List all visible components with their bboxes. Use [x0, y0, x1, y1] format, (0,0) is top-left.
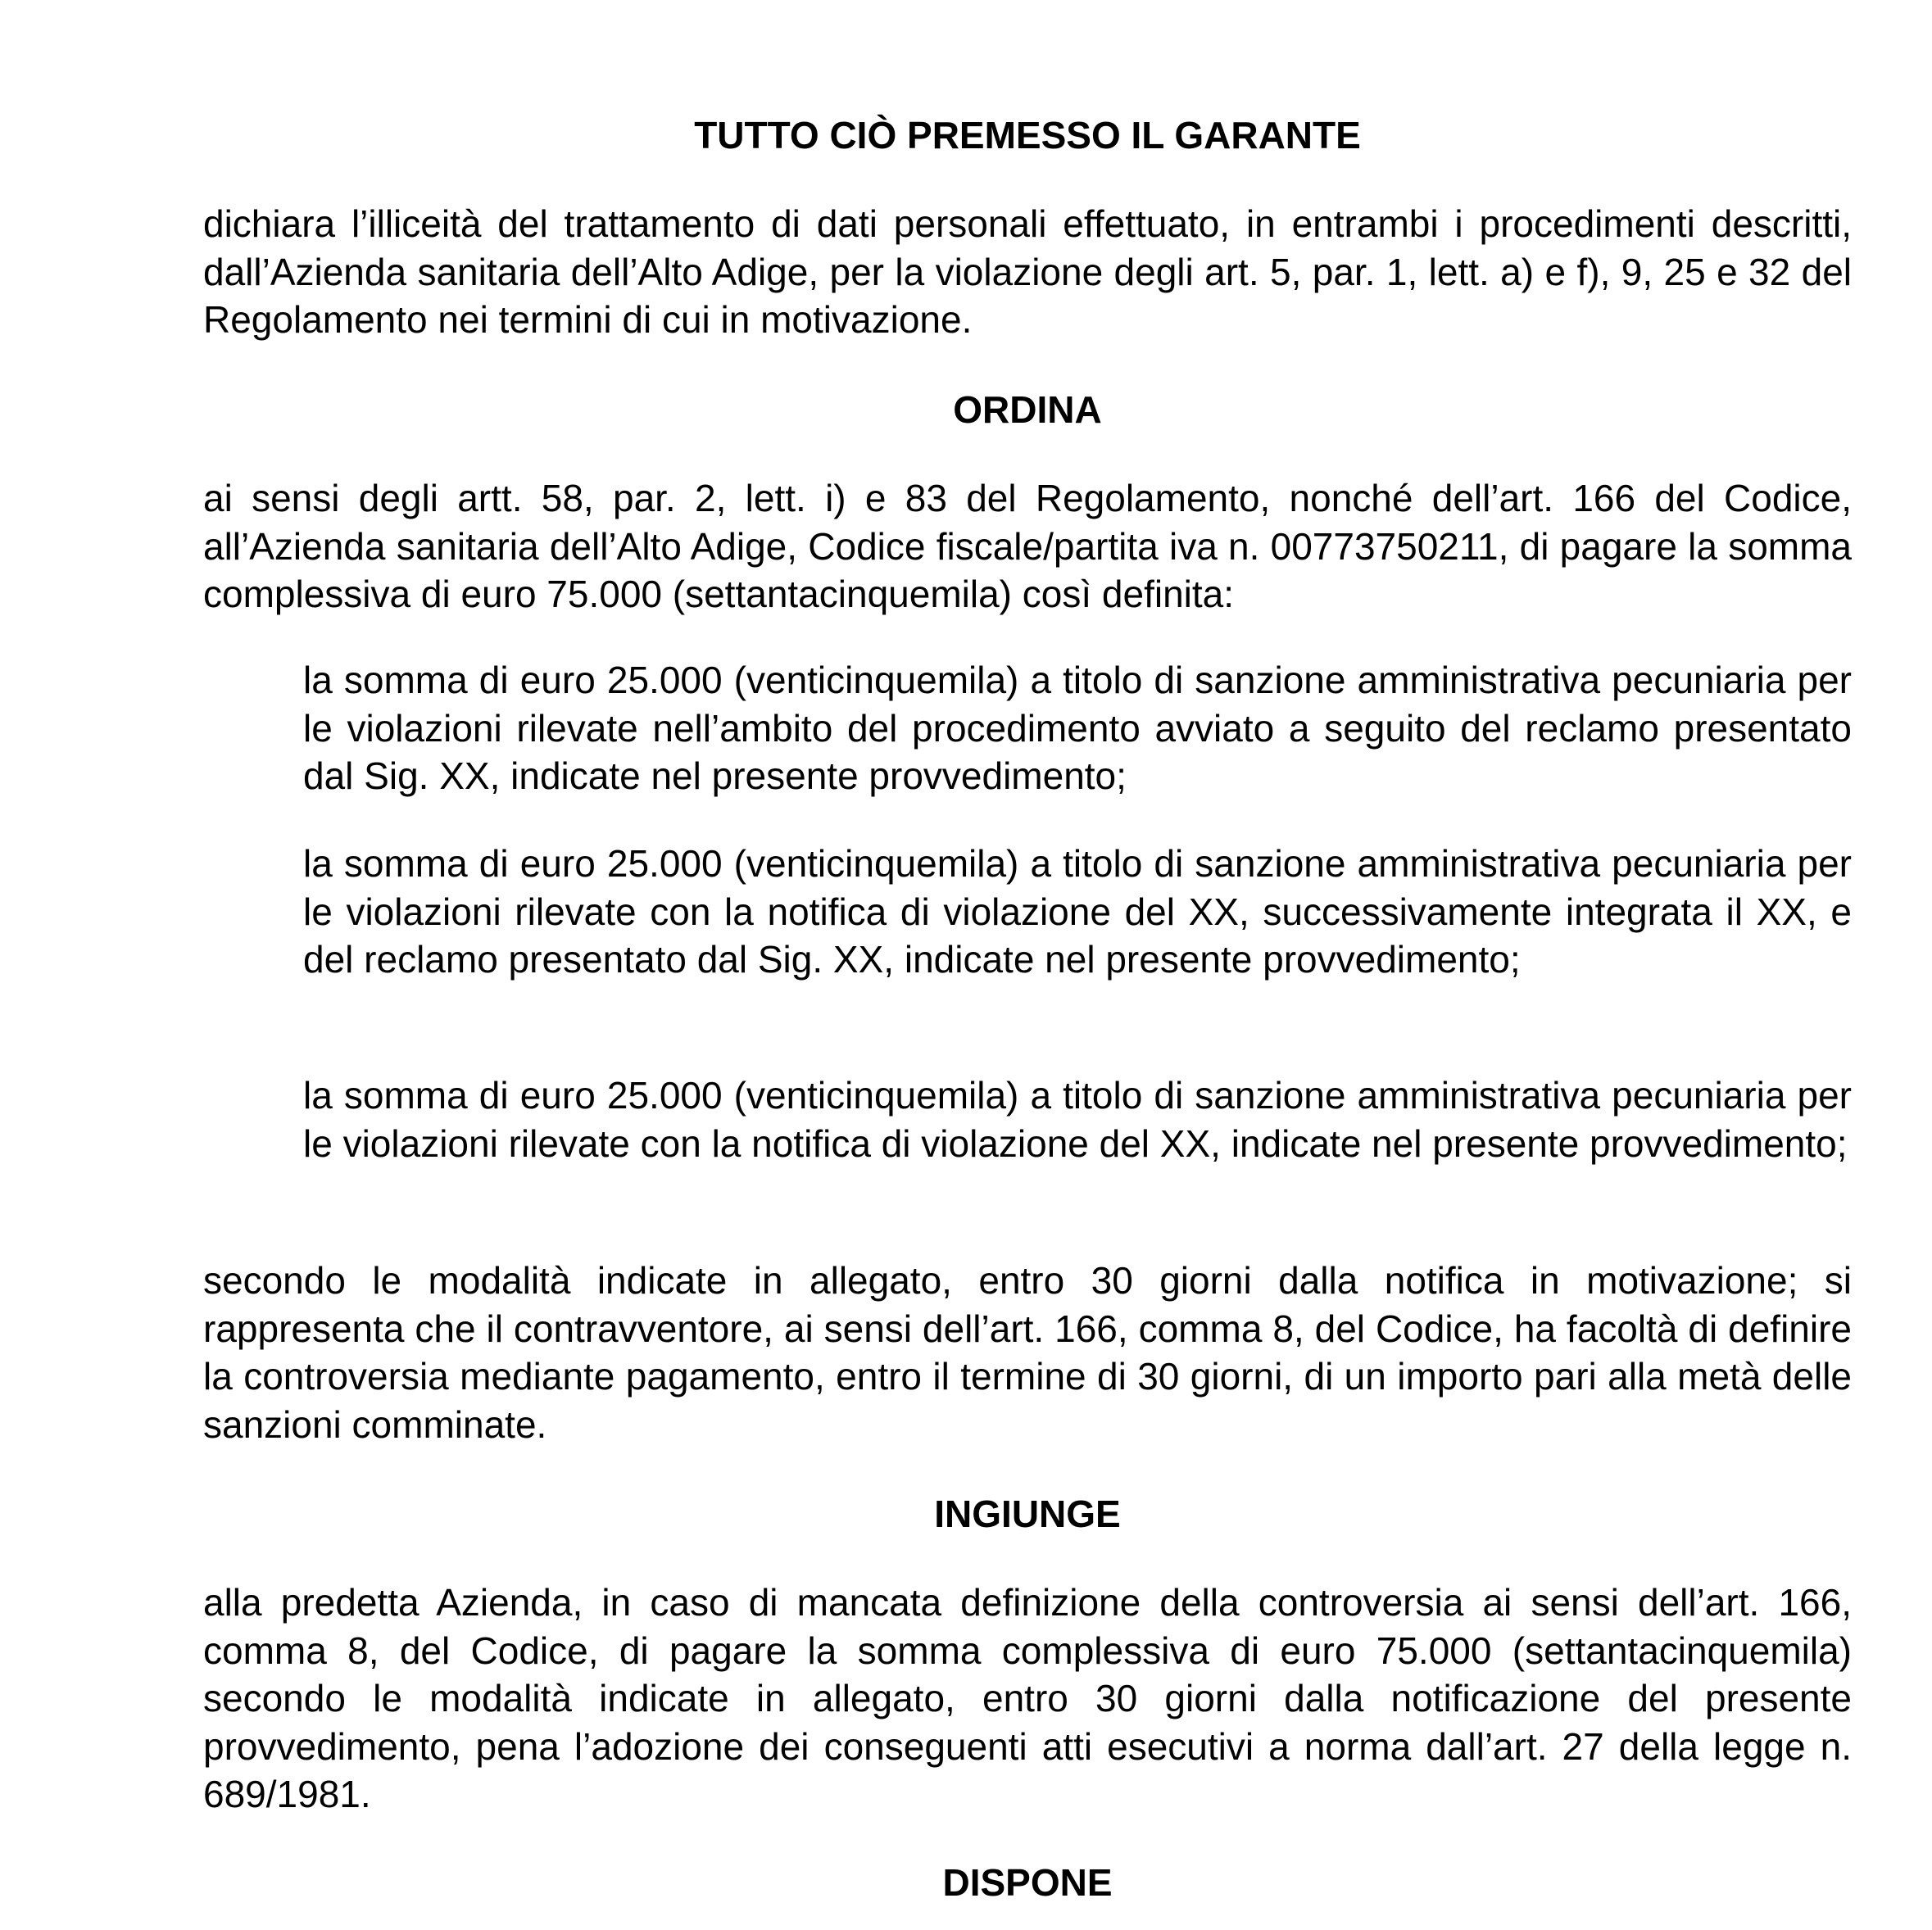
- heading-dispone: DISPONE: [942, 1861, 1113, 1904]
- list-item-sanzione-3: la somma di euro 25.000 (venticinquemila) a titolo di sanzione amministrativa pecuniaria per le violazioni rilevate con la notifica di violazione del XX, indicate nel presente provvedimento;: [303, 1074, 1852, 1165]
- paragraph-ingiunge: alla predetta Azienda, in caso di mancata definizione della controversia ai sensi dell’art. 166, comma 8, del Codice, di pagare la somma complessiva di euro 75.000 (settantacinquemila) secondo le modalità indicate in allegato, entro 30 giorni dalla notificazione del presente provvedimento, pena l’adozione dei conseguenti atti esecutivi a norma dall’art. 27 della legge n. 689/1981.: [203, 1581, 1852, 1815]
- paragraph-ordina: ai sensi degli artt. 58, par. 2, lett. i) e 83 del Regolamento, nonché dell’art. 166 del Codice, all’Azienda sanitaria dell’Alto Adige, Codice fiscale/partita iva n. 00773750211, di pagare la somma complessiva di euro 75.000 (settantacinquemila) così definita:: [203, 477, 1852, 615]
- heading-ordina: ORDINA: [953, 388, 1102, 431]
- heading-premesso: TUTTO CIÒ PREMESSO IL GARANTE: [694, 114, 1361, 156]
- paragraph-dichiara: dichiara l’illiceità del trattamento di dati personali effettuato, in entrambi i procedimenti descritti, dall’Azienda sanitaria dell’Alto Adige, per la violazione degli art. 5, par. 1, lett. a) e f), 9, 25 e 32 del Regolamento nei termini di cui in motivazione.: [203, 202, 1852, 341]
- paragraph-secondo: secondo le modalità indicate in allegato, entro 30 giorni dalla notifica in motivazione; si rappresenta che il contravventore, ai sensi dell’art. 166, comma 8, del Codice, ha facoltà di definire la controversia mediante pagamento, entro il termine di 30 giorni, di un importo pari alla metà delle sanzioni comminate.: [203, 1259, 1852, 1446]
- list-item-sanzione-2: la somma di euro 25.000 (venticinquemila) a titolo di sanzione amministrativa pecuniaria per le violazioni rilevate con la notifica di violazione del XX, successivamente integrata il XX, e del reclamo presentato dal Sig. XX, indicate nel presente provvedimento;: [303, 842, 1852, 981]
- list-item-sanzione-1: la somma di euro 25.000 (venticinquemila) a titolo di sanzione amministrativa pecuniaria per le violazioni rilevate nell’ambito del procedimento avviato a seguito del reclamo presentato dal Sig. XX, indicate nel presente provvedimento;: [303, 659, 1852, 797]
- heading-ingiunge: INGIUNGE: [934, 1493, 1121, 1535]
